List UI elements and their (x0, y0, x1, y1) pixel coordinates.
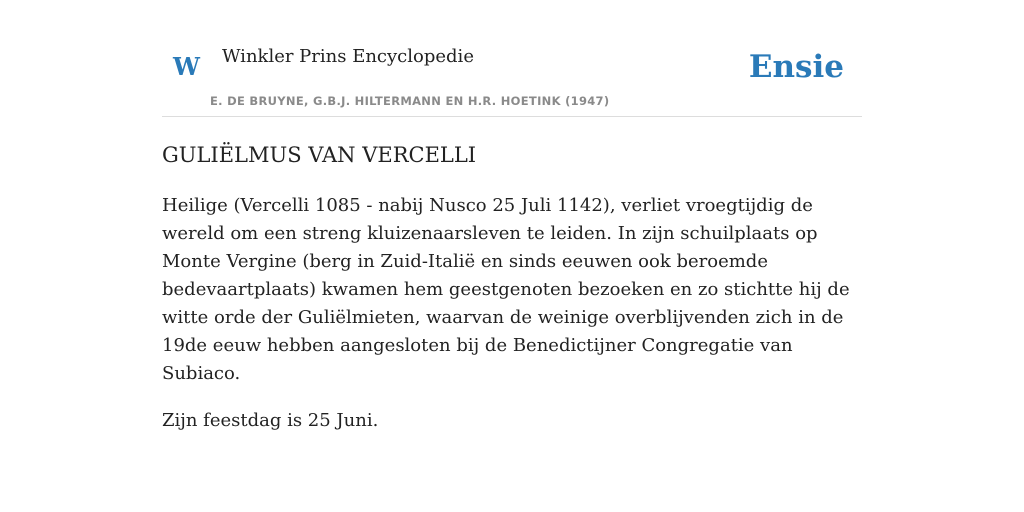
winkler-prins-logo[interactable]: W (173, 52, 200, 81)
article (162, 140, 862, 435)
article-paragraph: Heilige (Vercelli 1085 - nabij Nusco 25 Juli 1142), verliet vroegtijdig de wereld om een streng kluizenaarsleven te leiden. In zijn schuilplaats op Monte Vergine (berg in Zuid-Italië en sinds eeuwen ook beroemde bedevaartplaats) kwamen hem geestgenoten bezoeken en zo stichtte hij de witte orde der Guliëlmieten, waarvan de weinige overblijvenden zich in de 19de eeuw hebben aangesloten bij de Benedictijner Congregatie van Subiaco. (162, 195, 850, 384)
site-header (162, 0, 862, 117)
article-body (162, 192, 862, 435)
source-title[interactable]: Winkler Prins Encyclopedie (222, 46, 474, 67)
source-authors: E. DE BRUYNE, G.B.J. HILTERMANN EN H.R. HOETINK (1947) (210, 94, 610, 108)
article-title: GULIËLMUS VAN VERCELLI (162, 143, 477, 167)
ensie-logo[interactable]: Ensie (748, 49, 844, 85)
article-paragraph: Zijn feestdag is 25 Juni. (162, 410, 379, 431)
